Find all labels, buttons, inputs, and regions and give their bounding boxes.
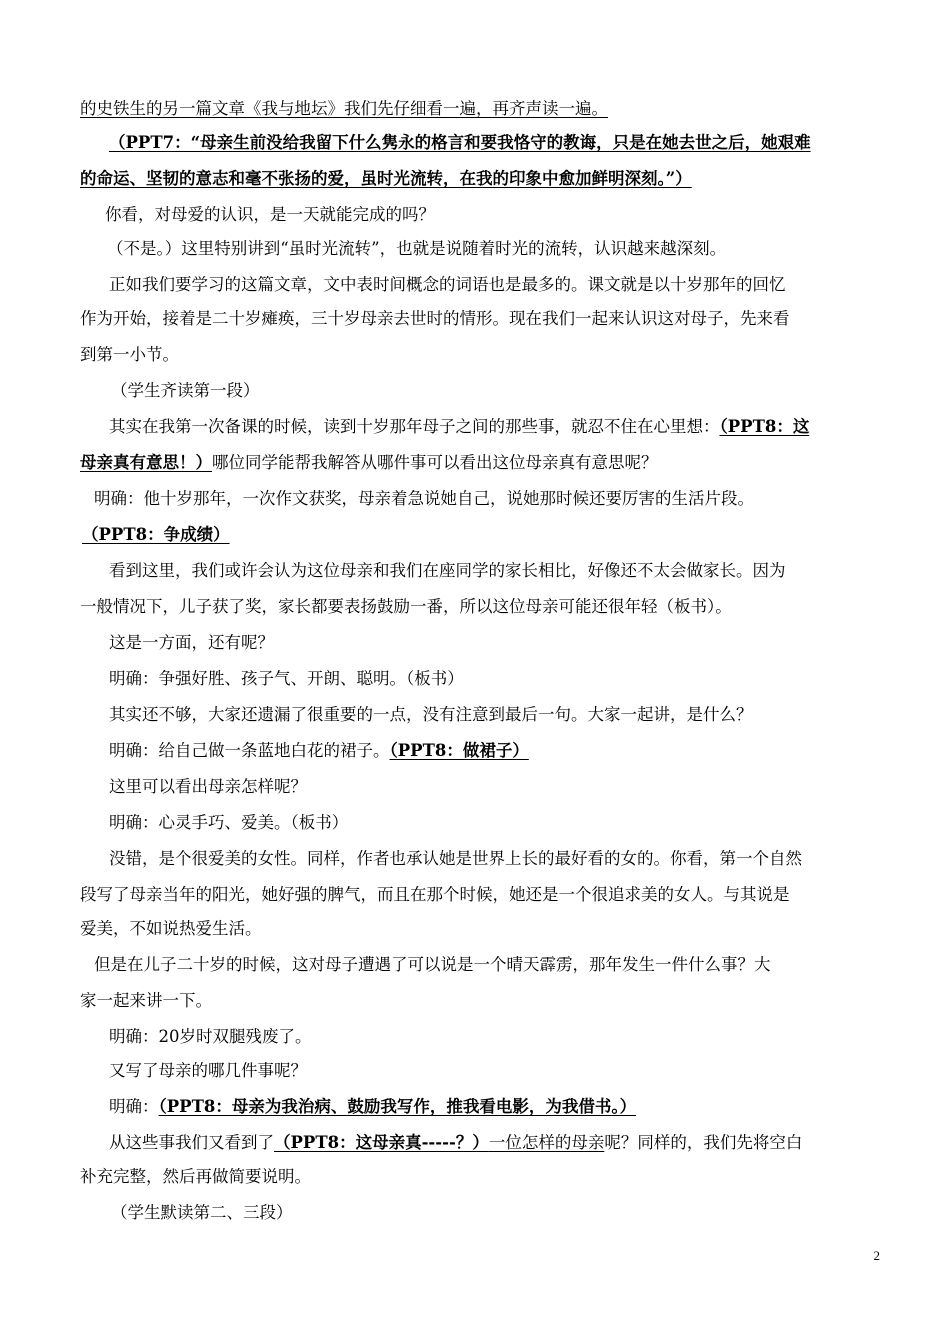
text-line	[80, 98, 890, 120]
text-line	[109, 274, 894, 296]
text-segment: （学生齐读第一段）	[111, 381, 260, 400]
text-segment: （不是。）这里特别讲到“虽时光流转”，也就是说随着时光的流转，认识越来越深刻。	[107, 239, 727, 258]
text-line	[109, 704, 919, 726]
text-segment: 其实在我第一次备课的时候，读到十岁那年母子之间的那些事，就忍不住在心里想：	[109, 417, 720, 436]
text-line	[109, 848, 894, 870]
text-line	[80, 884, 890, 906]
ppt-highlight: 母亲真有意思！）	[80, 453, 212, 472]
text-segment: （PPT7：“母亲生前没给我留下什么隽永的格言和要我恪守的教诲，只是在她去世之后，她艰难	[109, 133, 811, 152]
text-segment: 明确：20岁时双腿残废了。	[109, 1027, 312, 1046]
text-segment: 明确：争强好胜、孩子气、开朗、聪明。（板书）	[109, 669, 464, 688]
text-line	[107, 238, 917, 260]
text-segment: 你看，对母爱的认识，是一天就能完成的吗？	[105, 205, 435, 224]
text-line	[105, 204, 915, 226]
text-line	[80, 1166, 890, 1188]
text-line	[94, 488, 894, 510]
text-segment: 到第一小节。	[80, 345, 179, 364]
text-segment: （PPT8：争成绩）	[82, 525, 230, 544]
text-segment: 补充完整，然后再做简要说明。	[80, 1167, 311, 1186]
text-line	[109, 632, 919, 654]
text-line	[94, 954, 894, 976]
text-segment: 看到这里，我们或许会认为这位母亲和我们在座同学的家长相比，好像还不太会做家长。因为	[109, 561, 786, 580]
text-segment: 哪位同学能帮我解答从哪件事可以看出这位母亲真有意思呢？	[212, 453, 658, 472]
ppt-highlight: （PPT8：这母亲真-----？）	[274, 1133, 489, 1152]
text-segment: 的命运、坚韧的意志和毫不张扬的爱，虽时光流转，在我的印象中愈加鲜明深刻。”）	[80, 169, 692, 188]
text-segment: 这是一方面，还有呢？	[109, 633, 274, 652]
text-line	[109, 1096, 919, 1118]
text-segment: 作为开始，接着是二十岁瘫痪，三十岁母亲去世时的情形。现在我们一起来认识这对母子，先来看	[80, 309, 790, 328]
text-line	[109, 812, 919, 834]
underlined-text: 一位怎样的母亲	[488, 1133, 605, 1152]
page-number: 2	[873, 1248, 880, 1263]
text-line	[80, 308, 890, 330]
text-line	[109, 1026, 919, 1048]
text-line	[80, 596, 890, 618]
text-segment: 明确：给自己做一条蓝地白花的裙子。	[109, 741, 390, 760]
ppt-highlight: （PPT8：做裙子）	[389, 741, 529, 760]
text-line	[109, 1132, 894, 1154]
text-segment: 明确：他十岁那年，一次作文获奖，母亲着急说她自己，说她那时候还要厉害的生活片段。	[94, 489, 754, 508]
text-segment: 没错，是个很爱美的女性。同样，作者也承认她是世界上长的最好看的女的。你看，第一个自然	[109, 849, 802, 868]
text-line	[80, 344, 890, 366]
text-segment: 的史铁生的另一篇文章《我与地坛》我们先仔细看一遍，再齐声读一遍。	[80, 99, 608, 118]
text-segment: 明确：心灵手巧、爱美。（板书）	[109, 813, 349, 832]
text-segment: 正如我们要学习的这篇文章，文中表时间概念的词语也是最多的。课文就是以十岁那年的回忆	[109, 275, 786, 294]
text-segment: 从这些事我们又看到了	[109, 1133, 274, 1152]
text-segment: 其实还不够，大家还遗漏了很重要的一点，没有注意到最后一句。大家一起讲，是什么？	[109, 705, 753, 724]
text-segment: （学生默读第二、三段）	[111, 1203, 293, 1222]
ppt-highlight-line	[82, 524, 892, 546]
text-segment: 段写了母亲当年的阳光，她好强的脾气，而且在那个时候，她还是一个很追求美的女人。与其说是	[80, 885, 790, 904]
text-segment: 又写了母亲的哪几件事呢？	[109, 1061, 307, 1080]
text-line	[109, 740, 919, 762]
text-segment: 家一起来讲一下。	[80, 991, 212, 1010]
text-line	[80, 990, 890, 1012]
text-line	[80, 918, 890, 940]
ppt-quote-line	[80, 168, 890, 190]
text-segment: 但是在儿子二十岁的时候，这对母子遭遇了可以说是一个晴天霹雳，那年发生一件什么事？大	[94, 955, 771, 974]
text-segment: 一般情况下，儿子获了奖，家长都要表扬鼓励一番，所以这位母亲可能还很年轻（板书）。	[80, 597, 732, 616]
text-line	[109, 776, 919, 798]
text-segment: 呢？同样的，我们先将空白	[604, 1133, 803, 1152]
ppt-quote-line	[109, 132, 894, 154]
text-segment: 明确：	[109, 1097, 159, 1116]
ppt-highlight: （PPT8：这	[719, 417, 810, 436]
text-line	[109, 416, 894, 438]
text-segment: 这里可以看出母亲怎样呢？	[109, 777, 307, 796]
ppt-highlight: （PPT8：母亲为我治病、鼓励我写作，推我看电影，为我借书。）	[158, 1097, 637, 1116]
text-line	[80, 452, 890, 474]
text-line	[111, 1202, 921, 1224]
text-line	[109, 1060, 919, 1082]
text-line	[109, 668, 919, 690]
text-segment: 爱美，不如说热爱生活。	[80, 919, 262, 938]
text-line	[109, 560, 894, 582]
text-line	[111, 380, 921, 402]
